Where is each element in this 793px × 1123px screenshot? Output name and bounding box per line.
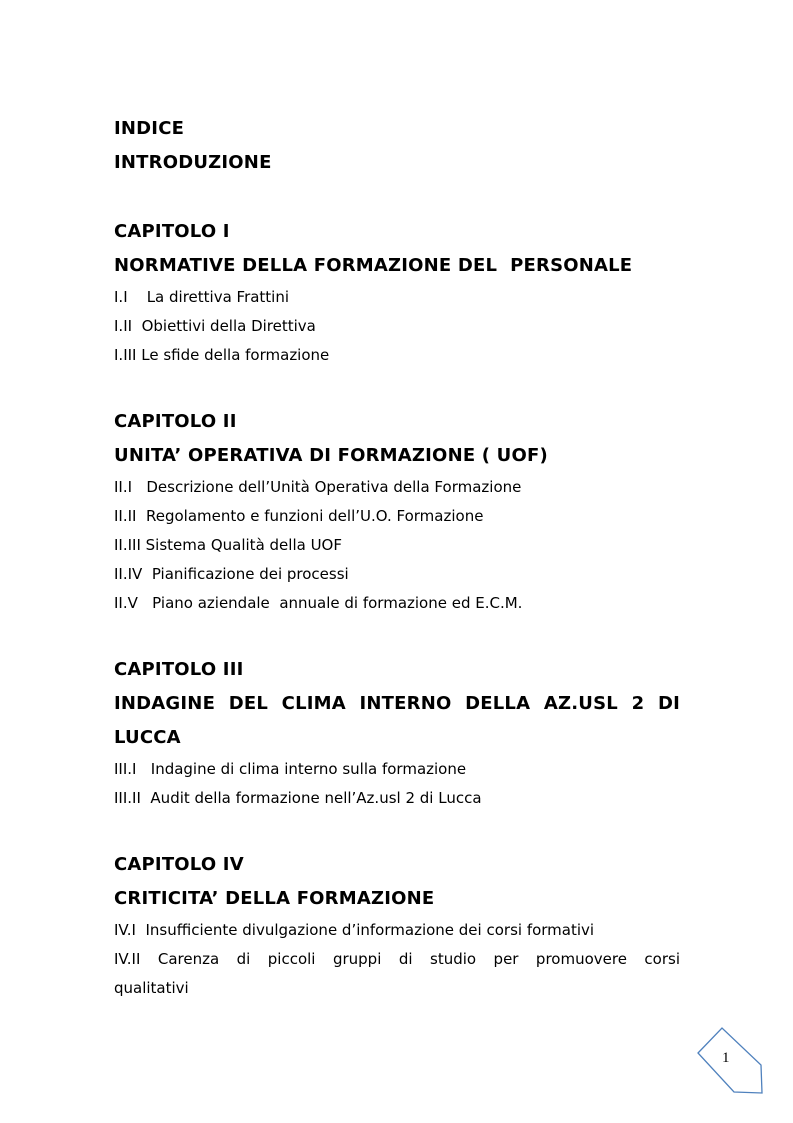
chapter-4-item: IV.I Insufficiente divulgazione d’informazione dei corsi formativi bbox=[114, 921, 595, 939]
page-number-badge bbox=[696, 1027, 764, 1095]
chapter-2-item: II.V Piano aziendale annuale di formazione ed E.C.M. bbox=[114, 594, 523, 612]
folded-corner-shape-icon bbox=[696, 1027, 764, 1095]
spacer bbox=[114, 180, 680, 215]
chapter-2-item: II.I Descrizione dell’Unità Operativa della Formazione bbox=[114, 478, 522, 496]
spacer bbox=[114, 618, 680, 653]
chapter-3-title-line2: LUCCA bbox=[114, 727, 181, 748]
chapter-1-label: CAPITOLO I bbox=[114, 221, 230, 242]
spacer bbox=[114, 813, 680, 848]
chapter-3-title-line1: INDAGINE DEL CLIMA INTERNO DELLA AZ.USL 2 DI bbox=[114, 693, 680, 714]
index-title: INDICE bbox=[114, 118, 185, 139]
chapter-2-label: CAPITOLO II bbox=[114, 411, 237, 432]
chapter-2-item: II.IV Pianificazione dei processi bbox=[114, 565, 349, 583]
chapter-3-label: CAPITOLO III bbox=[114, 659, 244, 680]
chapter-1-item: I.III Le sfide della formazione bbox=[114, 346, 330, 364]
page-number: 1 bbox=[722, 1050, 730, 1066]
spacer bbox=[114, 370, 680, 405]
chapter-1-title: NORMATIVE DELLA FORMAZIONE DEL PERSONALE bbox=[114, 255, 633, 276]
chapter-4-label: CAPITOLO IV bbox=[114, 854, 244, 875]
chapter-4-item-2-line1: IV.II Carenza di piccoli gruppi di studio per promuovere corsi bbox=[114, 950, 680, 968]
chapter-4-title: CRITICITA’ DELLA FORMAZIONE bbox=[114, 888, 435, 909]
table-of-contents bbox=[114, 112, 680, 1003]
chapter-1-item: I.I La direttiva Frattini bbox=[114, 288, 290, 306]
chapter-4-item-2-line2: qualitativi bbox=[114, 979, 189, 997]
introduction-heading: INTRODUZIONE bbox=[114, 152, 272, 173]
chapter-2-item: II.II Regolamento e funzioni dell’U.O. Formazione bbox=[114, 507, 484, 525]
chapter-2-item: II.III Sistema Qualità della UOF bbox=[114, 536, 342, 554]
chapter-2-title: UNITA’ OPERATIVA DI FORMAZIONE ( UOF) bbox=[114, 445, 548, 466]
chapter-3-item: III.I Indagine di clima interno sulla formazione bbox=[114, 760, 467, 778]
chapter-3-item: III.II Audit della formazione nell’Az.usl 2 di Lucca bbox=[114, 789, 482, 807]
chapter-1-item: I.II Obiettivi della Direttiva bbox=[114, 317, 316, 335]
